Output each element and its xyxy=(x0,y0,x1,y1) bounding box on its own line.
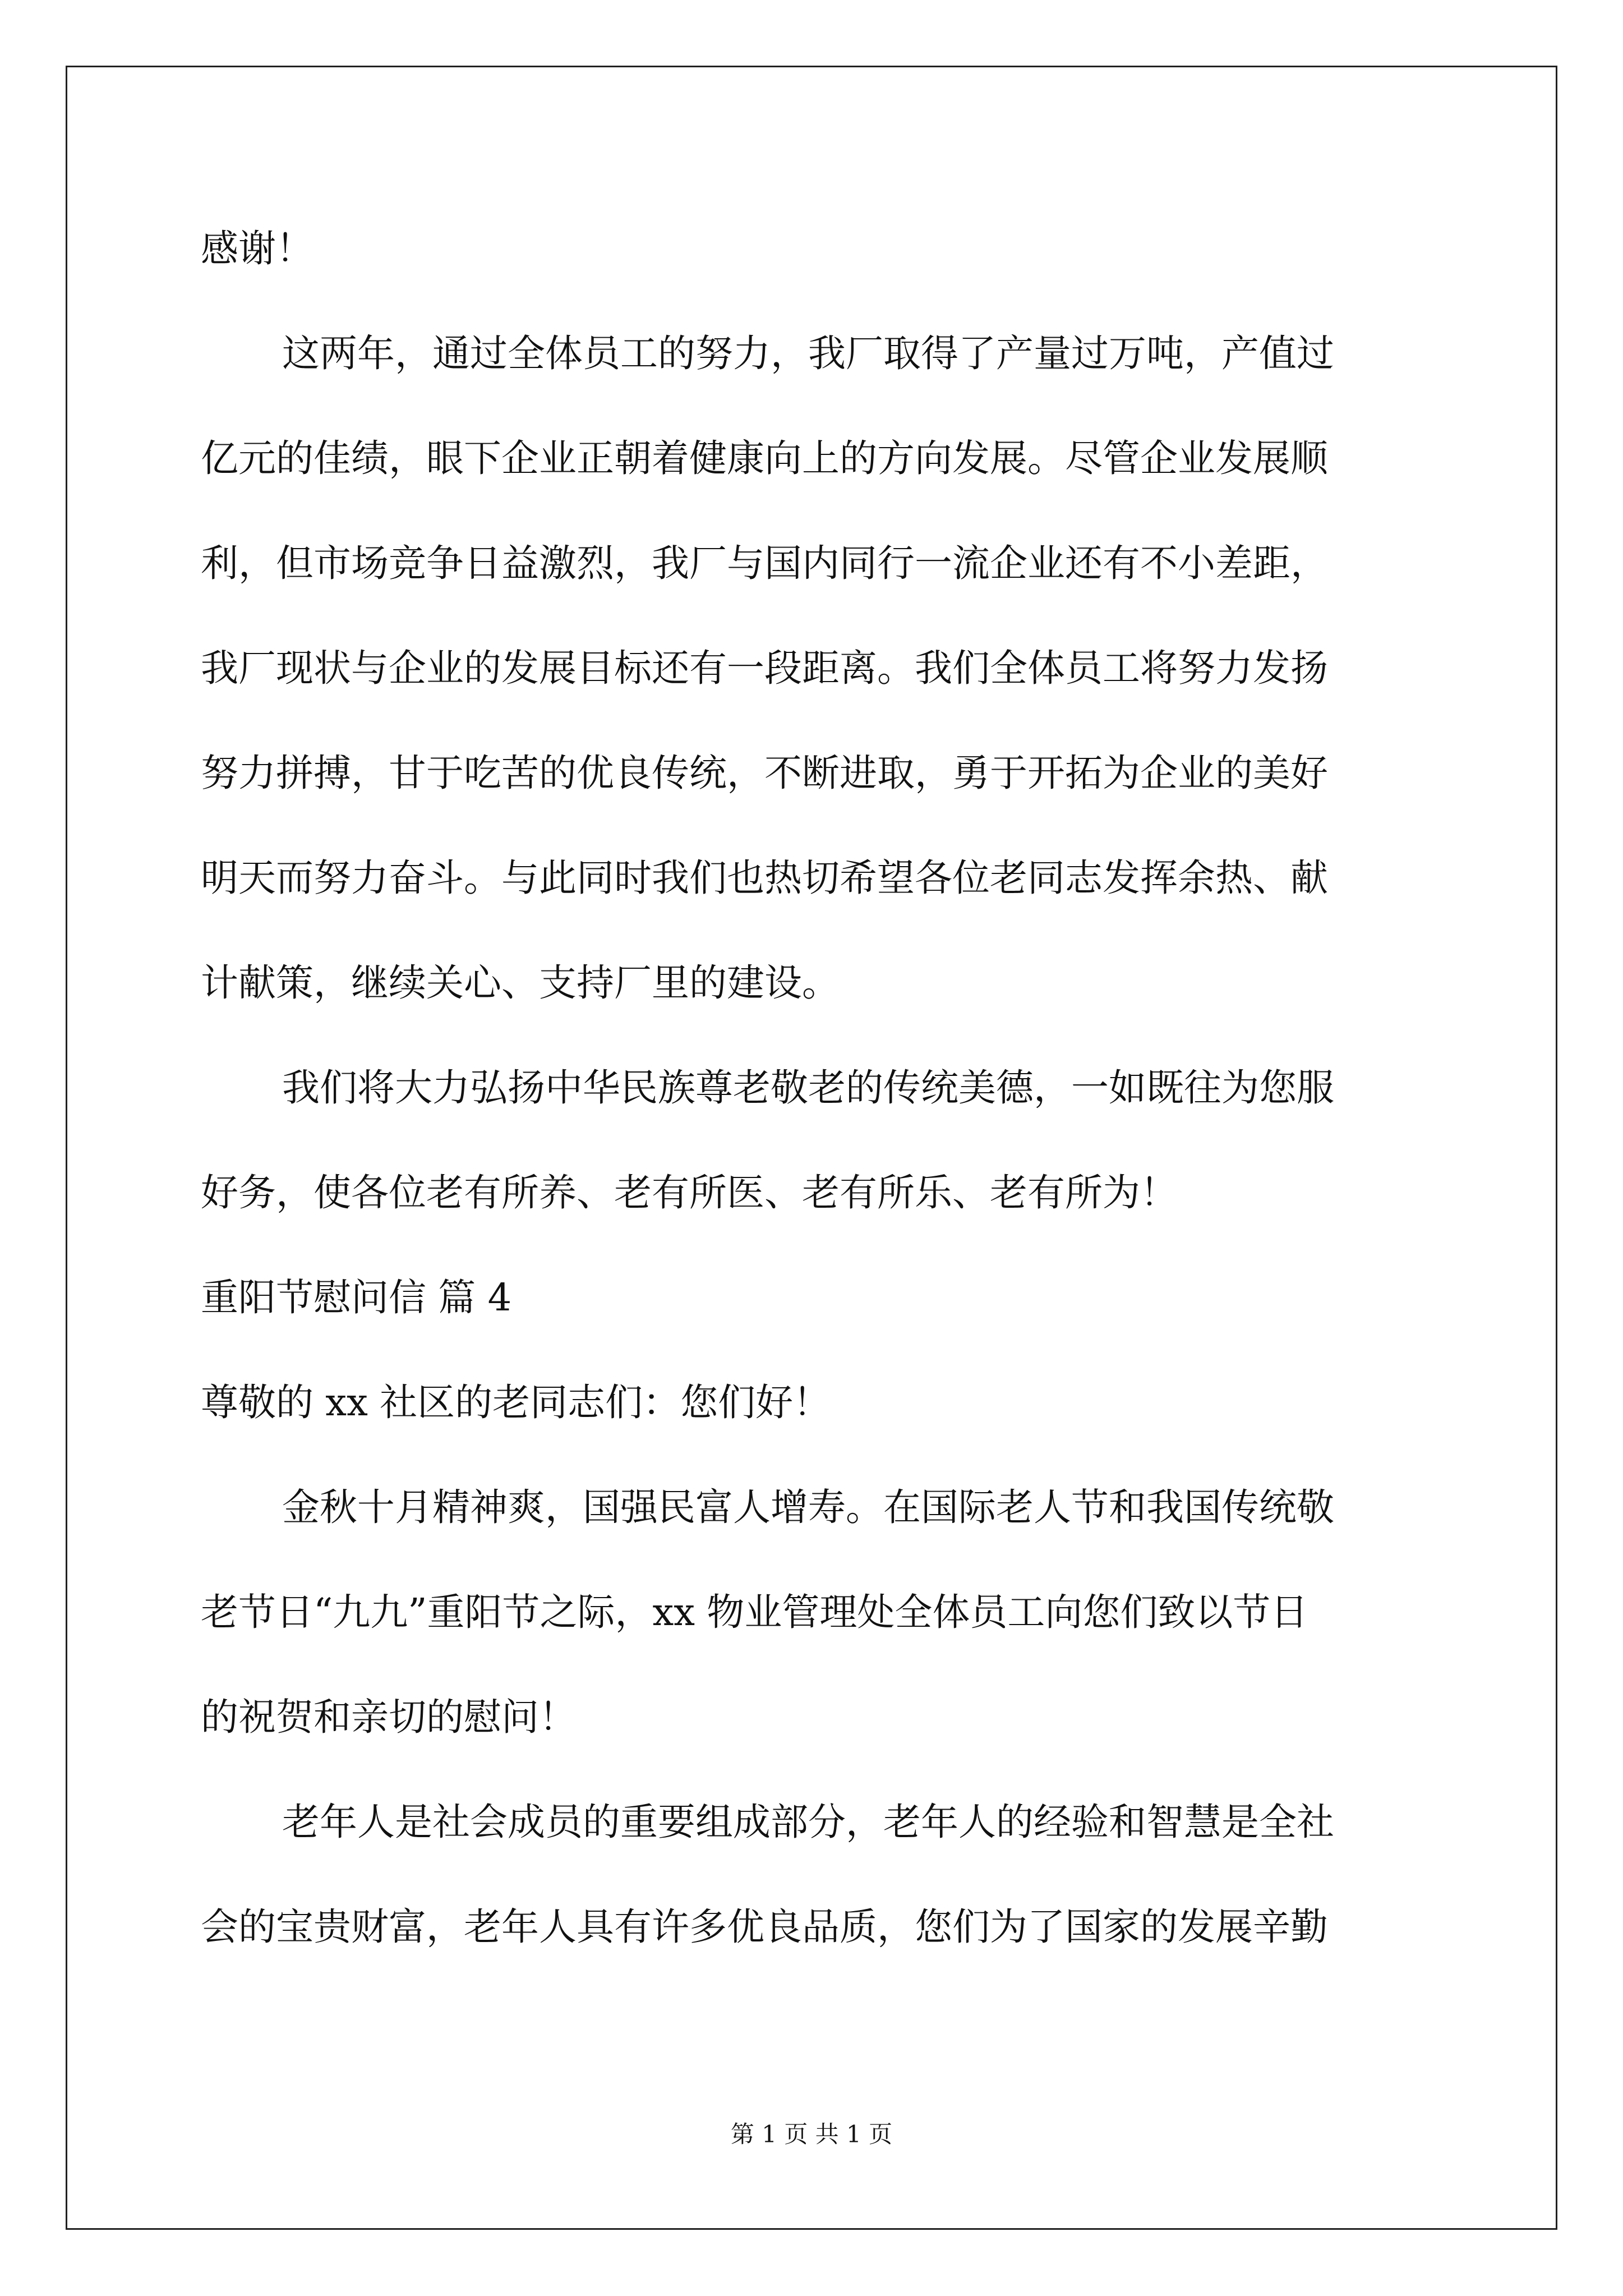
text-line: 老节日“九九”重阳节之际，xx 物业管理处全体员工向您们致以节日 xyxy=(201,1590,1308,1634)
section-heading: 重阳节慰问信 篇 4 xyxy=(201,1276,512,1319)
page-footer: 第 1 页 共 1 页 xyxy=(730,2120,893,2148)
text-line: 感谢！ xyxy=(201,227,313,270)
text-line: 好务，使各位老有所养、老有所医、老有所乐、老有所为！ xyxy=(201,1171,1178,1214)
text-line: 努力拼搏，甘于吃苦的优良传统，不断进取，勇于开拓为企业的美好 xyxy=(201,751,1328,795)
text-line: 这两年，通过全体员工的努力，我厂取得了产量过万吨，产值过 xyxy=(282,332,1334,375)
text-line: 我们将大力弘扬中华民族尊老敬老的传统美德，一如既往为您服 xyxy=(282,1066,1334,1110)
text-line: 会的宝贵财富，老年人具有许多优良品质，您们为了国家的发展辛勤 xyxy=(201,1905,1328,1949)
text-line: 计献策，继续关心、支持厂里的建设。 xyxy=(201,961,840,1005)
text-line: 金秋十月精神爽，国强民富人增寿。在国际老人节和我国传统敬 xyxy=(282,1485,1334,1529)
text-line: 利，但市场竞争日益激烈，我厂与国内同行一流企业还有不小差距， xyxy=(201,541,1328,585)
text-line: 的祝贺和亲切的慰问！ xyxy=(201,1695,577,1739)
text-line: 明天而努力奋斗。与此同时我们也热切希望各位老同志发挥余热、献 xyxy=(201,856,1328,900)
text-line: 我厂现状与企业的发展目标还有一段距离。我们全体员工将努力发扬 xyxy=(201,646,1328,690)
text-line: 亿元的佳绩，眼下企业正朝着健康向上的方向发展。尽管企业发展顺 xyxy=(201,436,1328,480)
salutation: 尊敬的 xx 社区的老同志们：您们好！ xyxy=(201,1381,831,1424)
text-line: 老年人是社会成员的重要组成部分，老年人的经验和智慧是全社 xyxy=(282,1800,1334,1844)
